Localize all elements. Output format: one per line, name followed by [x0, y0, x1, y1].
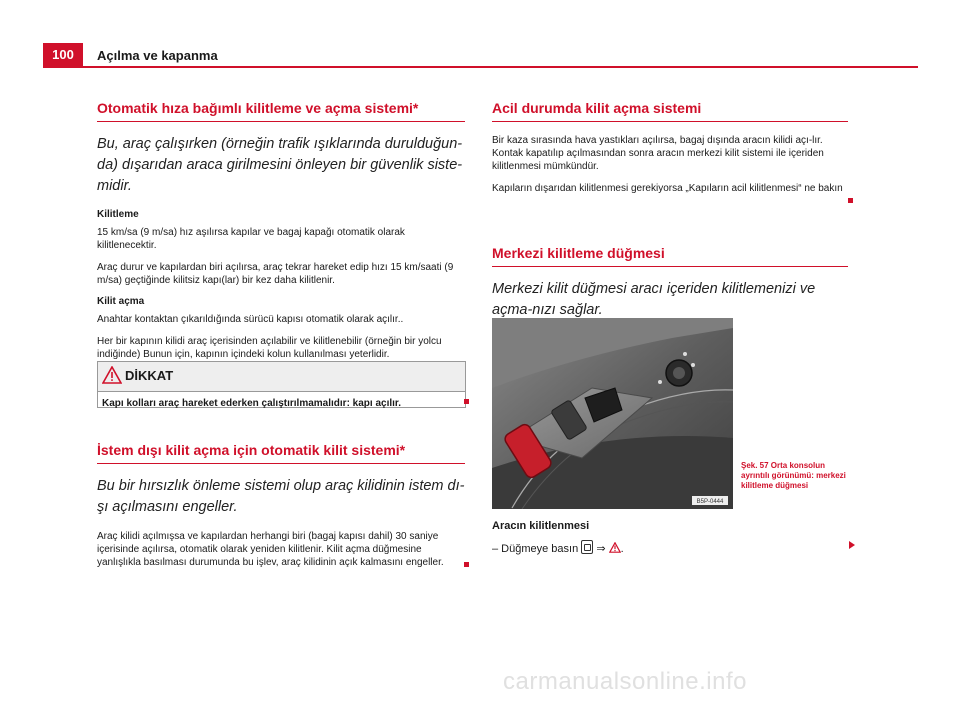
- section-speed-locking: [97, 100, 465, 361]
- subheading-unlocking: Kilit açma: [97, 296, 145, 307]
- paragraph: Araç durur ve kapılardan biri açılırsa, araç tekrar hareket edip hızı 15 km/saati (9 m/sa) geçtiğinde kilitsiz kapı(lar) bir kez daha kilitlenir.: [97, 262, 454, 286]
- header-rule: [43, 66, 918, 68]
- section-central-lock-button: [492, 245, 848, 321]
- section-lead: Bu bir hırsızlık önleme sistemi olup araç kilidinin istem dı-şı açılmasını engeller.: [97, 478, 465, 515]
- paragraph: Her bir kapının kilidi araç içerisinden açılabilir ve kilitlenebilir (örneğin bir yolcu indiğinde) Bunun için, kapının içindeki kolun kullanılması yeterlidir.: [97, 336, 442, 360]
- instruction-step: [492, 540, 848, 556]
- figure-caption: Şek. 57 Orta konsolun ayrıntılı görünümü: merkezi kilitleme düğmesi: [741, 461, 846, 490]
- section-title: İstem dışı kilit açma için otomatik kilit sistemi*: [97, 442, 465, 464]
- console-illustration: [492, 318, 733, 509]
- section-lead: Merkezi kilit düğmesi aracı içeriden kilitlemenizi ve açma-nızı sağlar.: [492, 281, 816, 318]
- subheading-vehicle-locking: Aracın kilitlenmesi: [492, 520, 590, 532]
- reference-arrow: ⇒: [596, 543, 606, 555]
- step-text: – Düğmeye basın: [492, 543, 579, 555]
- paragraph: Bir kaza sırasında hava yastıkları açılırsa, bagaj dışında aracın kilidi açı-lır. Kontak kapatılıp açılmasından sonra aracın merkezi kilit sistemi ile içeriden kilitlenmesi mümkündür.: [492, 135, 824, 172]
- warning-header: [98, 362, 465, 392]
- console-figure: [492, 318, 733, 509]
- warning-reference-icon: [609, 542, 621, 553]
- section-anti-theft: [97, 442, 465, 569]
- section-emergency-unlock: [492, 100, 848, 195]
- section-end-mark: [464, 562, 469, 567]
- subheading-locking: Kilitleme: [97, 209, 139, 220]
- paragraph: Araç kilidi açılmışsa ve kapılardan herhangi biri (bagaj kapısı dahil) 30 saniye içerisinde açılırsa, otomatik olarak yeniden kilitlenir. Kilit açma düğmesine yanlışlıkla basılması durumunda bu işlev, araç kilidinin açık kalmasını engeller.: [97, 531, 444, 568]
- step-end: .: [620, 543, 624, 555]
- section-title: Merkezi kilitleme düğmesi: [492, 245, 848, 267]
- paragraph: Kapıların dışarıdan kilitlenmesi gerekiyorsa „Kapıların acil kilitlenmesi“ ne bakın: [492, 183, 843, 194]
- warning-box: [97, 361, 466, 408]
- figure-code: B5P-0444: [696, 499, 724, 505]
- section-end-mark: [464, 399, 469, 404]
- page-number: 100: [43, 43, 83, 67]
- watermark: carmanualsonline.info: [503, 668, 747, 695]
- running-title: Açılma ve kapanma: [97, 48, 218, 63]
- continue-arrow-icon: [849, 541, 855, 549]
- section-lead: Bu, araç çalışırken (örneğin trafik ışıklarında durulduğun-da) dışarıdan araca girilmesini önleyen bir güvenlik siste-midir.: [97, 136, 463, 194]
- section-end-mark: [848, 198, 853, 203]
- warning-triangle-icon: [102, 366, 122, 384]
- section-title: Otomatik hıza bağımlı kilitleme ve açma sistemi*: [97, 100, 465, 122]
- paragraph: 15 km/sa (9 m/sa) hız aşılırsa kapılar ve bagaj kapağı otomatik olarak kilitlenecektir.: [97, 227, 405, 251]
- warning-text: Kapı kolları araç hareket ederken çalıştırılmamalıdır: kapı açılır.: [102, 398, 402, 409]
- locking-instructions: [492, 520, 848, 556]
- lock-button-icon: [581, 540, 593, 554]
- warning-title: DİKKAT: [125, 368, 174, 383]
- paragraph: Anahtar kontaktan çıkarıldığında sürücü kapısı otomatik olarak açılır..: [97, 314, 404, 325]
- section-title: Acil durumda kilit açma sistemi: [492, 100, 848, 122]
